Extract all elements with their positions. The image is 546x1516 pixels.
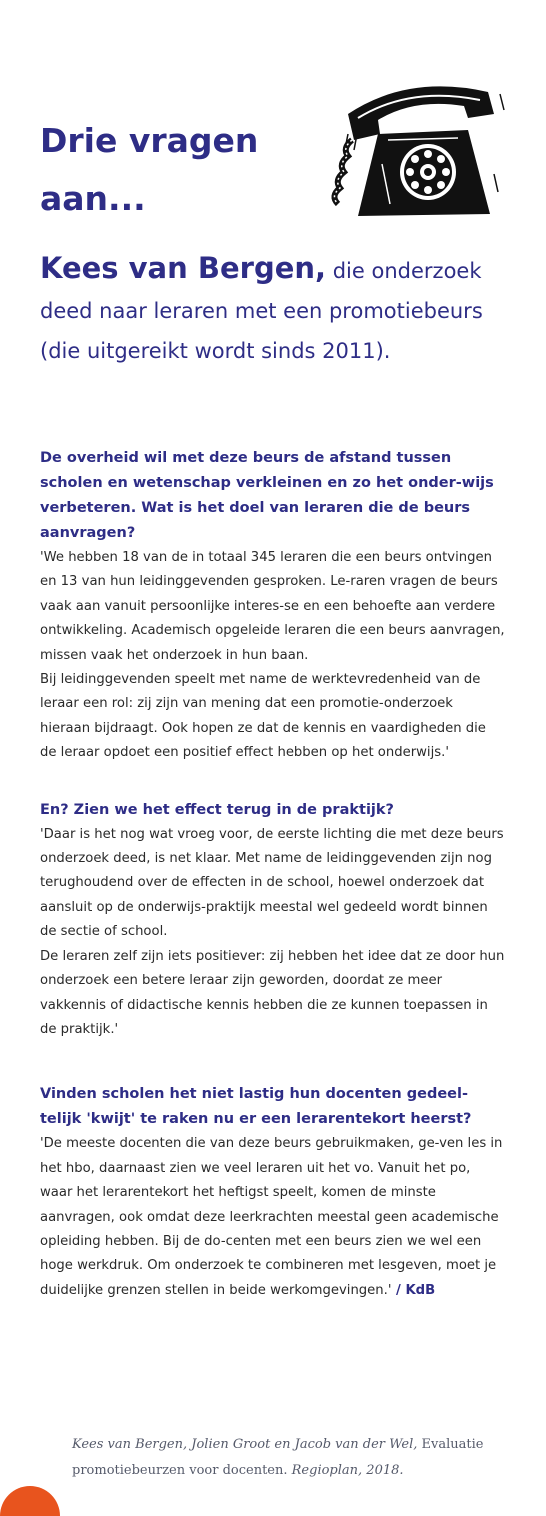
author-signature: / KdB (391, 1282, 436, 1298)
telephone-icon (318, 74, 508, 224)
question-2: En? Zien we het effect terug in de praktijk? (40, 801, 394, 818)
title-line-1: Drie vragen (40, 121, 259, 160)
lede-text: onderzoek deed naar leraren met een promotiebeurs (die uitgereikt wordt sinds 2011). (40, 259, 483, 363)
qa-block-2 (40, 798, 506, 1043)
question-1: De overheid wil met deze beurs de afstand tussen scholen en wetenschap verkleinen en zo het onder-wijs verbeteren. Wat is het doel van leraren die de beurs aanvragen? (40, 450, 494, 541)
lede-connector: die (326, 259, 365, 283)
qa-block-1 (40, 446, 506, 766)
qa-block-3 (40, 1082, 506, 1303)
interview (40, 446, 506, 1303)
answer-2-paragraph-2: De leraren zelf zijn iets positiever: zij hebben het idee dat ze door hun onderzoek een betere leraar zijn geworden, doordat ze meer vakkennis of didactische kennis hebben die ze kunnen toepassen in de praktijk.' (40, 948, 505, 1037)
corner-decoration (0, 1486, 60, 1516)
title-line-2: aan... (40, 179, 146, 218)
source-reference (72, 1432, 512, 1484)
answer-2-paragraph-1: 'Daar is het nog wat vroeg voor, de eerste lichting die met deze beurs onderzoek deed, is net klaar. Met name de leidinggevenden zijn nog terughoudend over de effecten in de school, hoewel onderzoek dat aansluit op de onderwijs-praktijk meestal wel gedeeld wordt binnen de sectie of school. (40, 826, 504, 940)
question-3: Vinden scholen het niet lastig hun docenten gedeel-telijk 'kwijt' te raken nu er een lerarentekort heerst? (40, 1086, 472, 1128)
answer-1-paragraph-1: 'We hebben 18 van de in totaal 345 leraren die een beurs ontvingen en 13 van hun leidinggevenden gesproken. Le-raren vragen de beurs vaak aan vanuit persoonlijke interes-se en een behoefte aan verdere ontwikkeling. Academisch opgeleide leraren die een beurs aanvragen, missen vaak het onderzoek in hun baan. (40, 550, 505, 663)
page-title (40, 112, 320, 228)
answer-3-text: 'De meeste docenten die van deze beurs gebruikmaken, ge-ven les in het hbo, daarnaast zien we veel leraren uit het vo. Vanuit het po, waar het lerarentekort het heftigst speelt, komen de minste aanvragen, ook omdat deze leerkrachten meestal geen academische opleiding hebben. Bij de do-centen met een beurs zien we wel een hoge werkdruk. Om onderzoek te combineren met lesgeven, moet je duidelijke grenzen stellen in beide werkomgevingen.' (40, 1136, 503, 1298)
answer-1-paragraph-2: Bij leidinggevenden speelt met name de werktevredenheid van de leraar een rol: zij zijn van mening dat een promotie-onderzoek hieraan bijdraagt. Ook hopen ze dat de kennis en vaardigheden die de leraar opdoet een positief effect hebben op het onderwijs.' (40, 672, 486, 761)
source-authors: Kees van Bergen, Jolien Groot en Jacob van der Wel, (72, 1437, 418, 1452)
interviewee-name: Kees van Bergen, (40, 251, 327, 285)
source-publisher: Regioplan, 2018. (287, 1463, 404, 1478)
source-title: Evaluatie promotiebeurzen voor docenten. (72, 1437, 484, 1478)
lede (40, 248, 510, 371)
answer-3-paragraph-1 (40, 1132, 506, 1303)
